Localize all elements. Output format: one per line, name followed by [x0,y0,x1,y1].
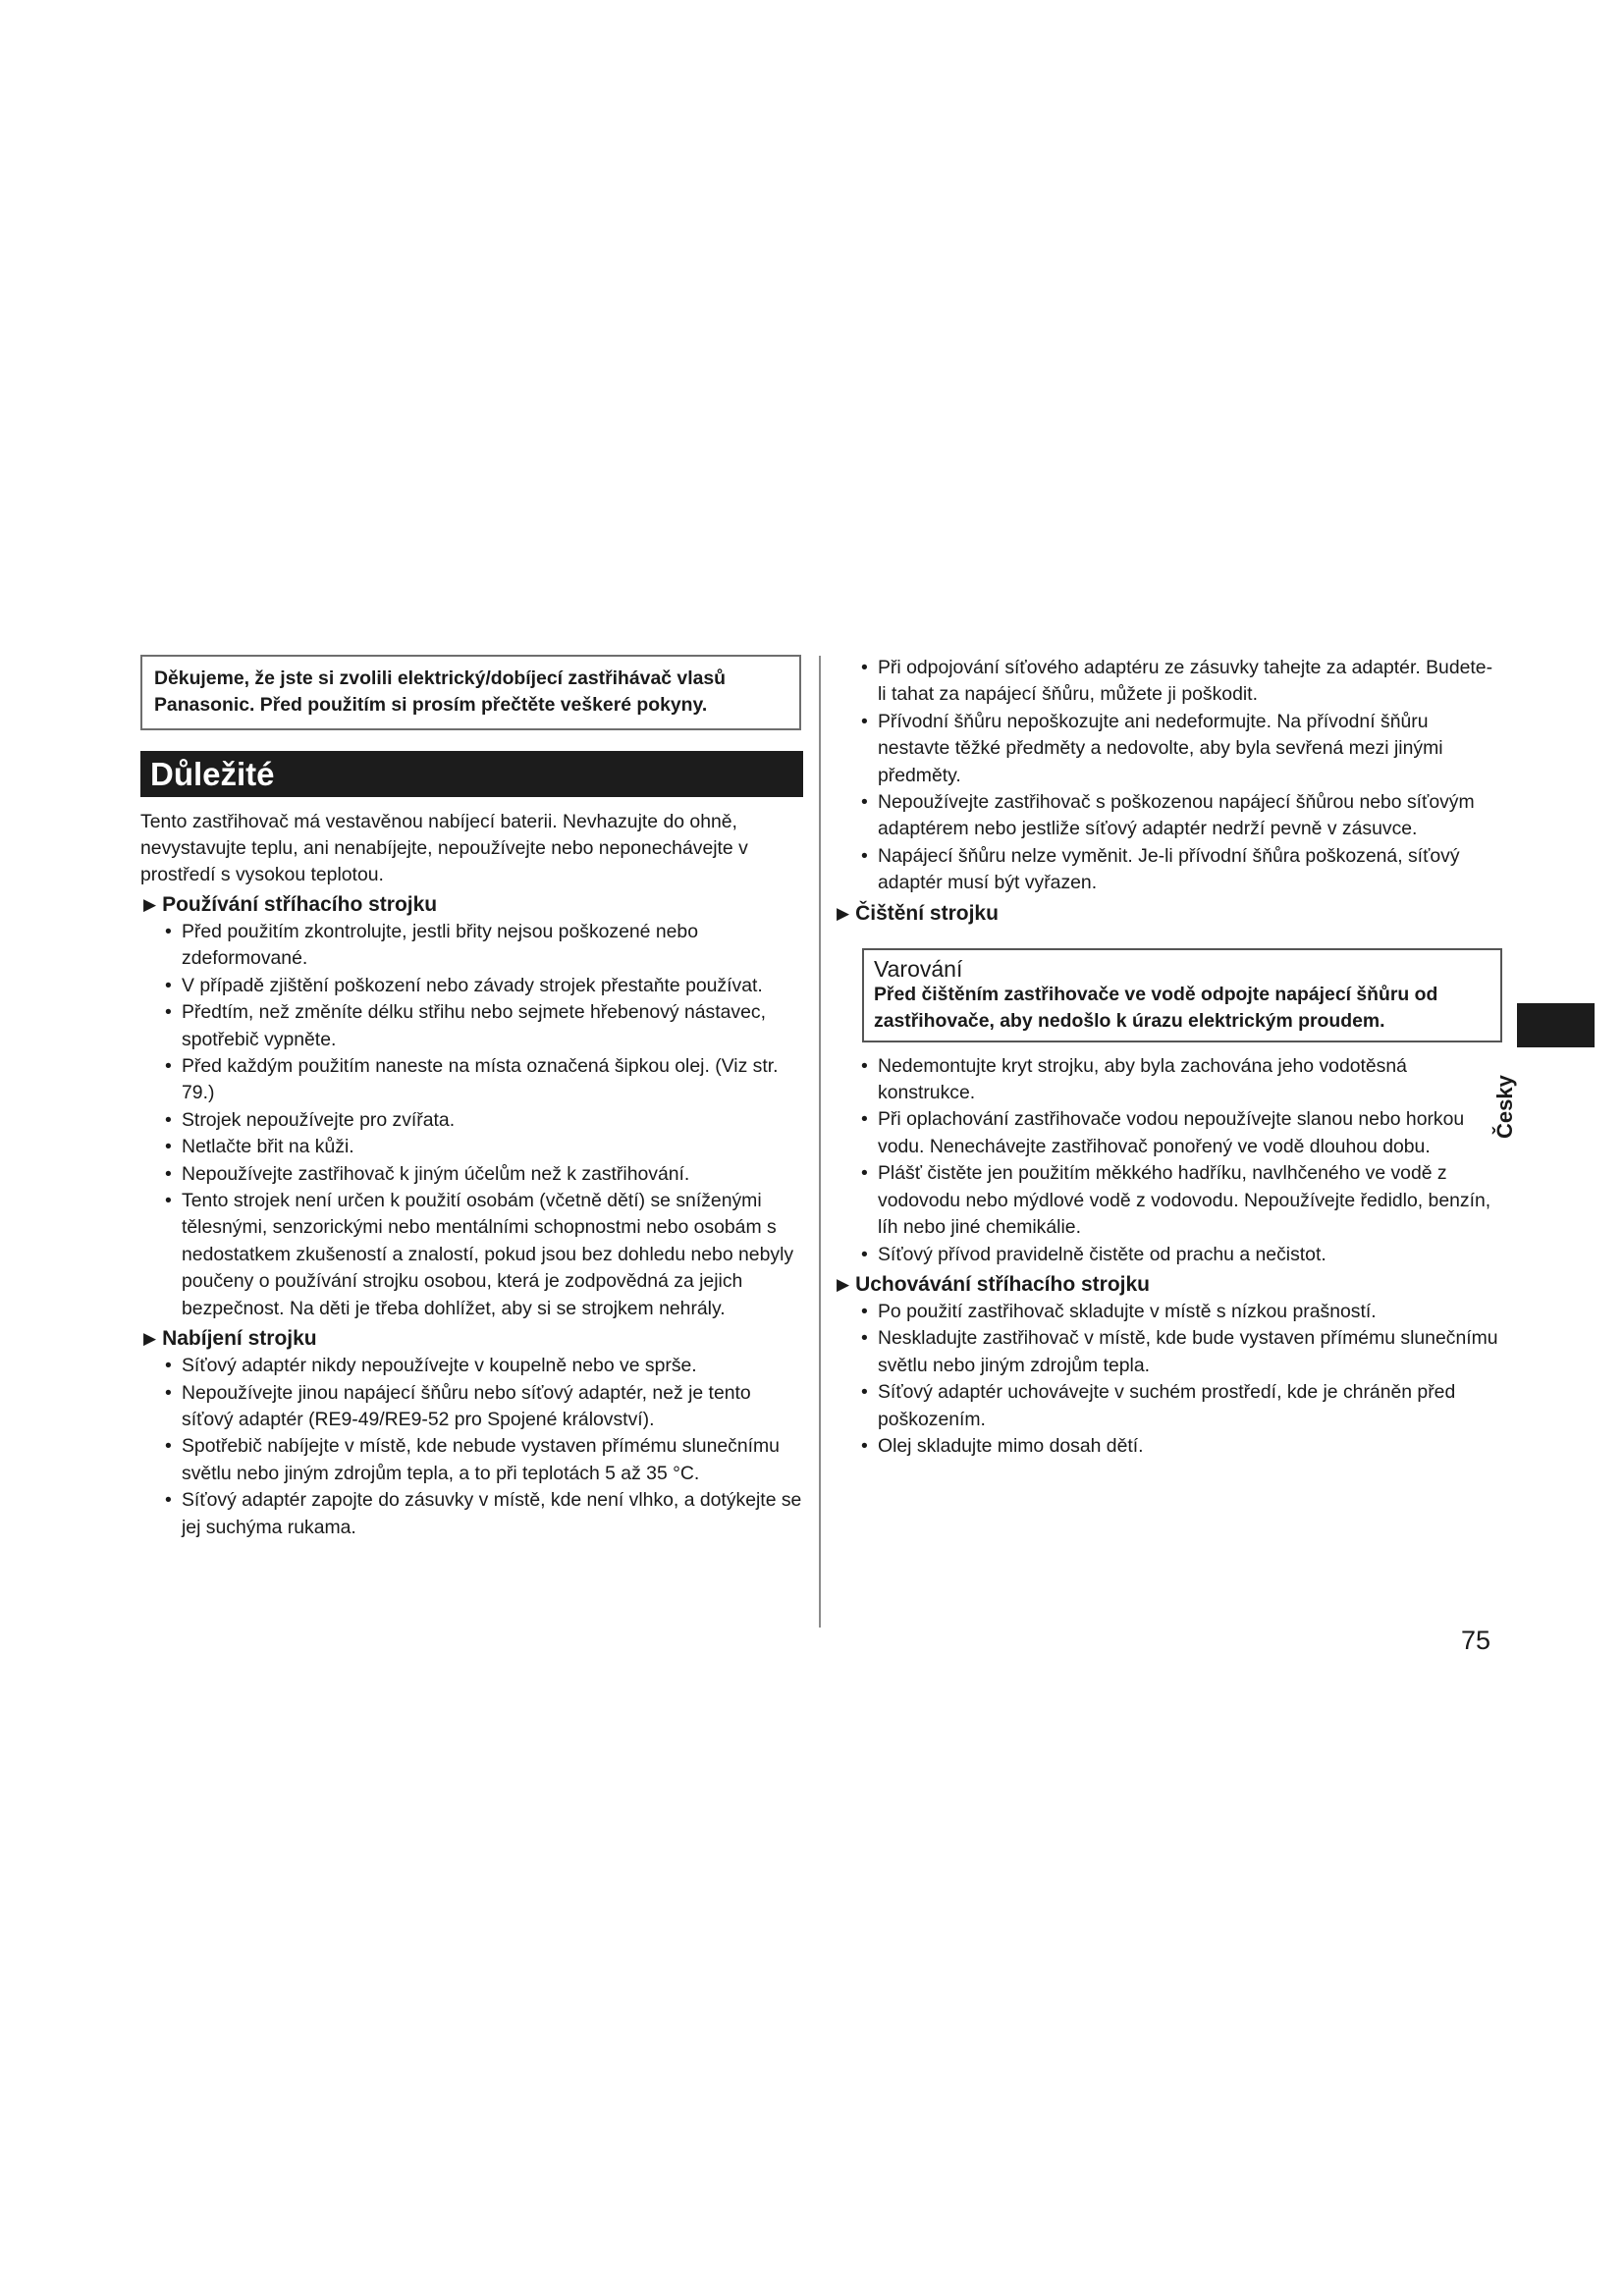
section-title [140,1324,803,1353]
list-item: • Při odpojování síťového adaptéru ze zásuvky tahejte za adaptér. Budete-li tahat za napájecí šňůru, můžete ji poškodit. [878,655,1500,709]
left-column [140,655,803,1541]
bullet-list [837,1053,1500,1268]
list-item: • Předtím, než změníte délku střihu nebo sejmete hřebenový nástavec, spotřebič vypněte. [182,999,803,1053]
list-item: • Plášť čistěte jen použitím měkkého hadříku, navlhčeného ve vodě z vodovodu nebo mýdlové vodě z vodovodu. Nepoužívejte ředidlo, benzín, líh nebo jiné chemikálie. [878,1160,1500,1241]
section-title-text: Používání stříhacího strojku [162,893,438,916]
language-label: Česky [1492,1075,1517,1139]
intro-line-1: Děkujeme, že jste si zvolili elektrický/dobíjecí zastřihávač vlasů [154,667,727,689]
section-charging [140,1324,803,1541]
intro-notice-box [140,655,801,730]
section-title [140,890,803,919]
section-title-text: Nabíjení strojku [162,1327,317,1351]
warning-text: Před čištěním zastřihovače ve vodě odpojte napájecí šňůru od zastřihovače, aby nedošlo k úrazu elektrickým proudem. [874,983,1438,1032]
list-item: • Síťový přívod pravidelně čistěte od prachu a nečistot. [878,1242,1500,1268]
list-item: • Strojek nepoužívejte pro zvířata. [182,1107,803,1134]
section-using-clipper [140,890,803,1322]
list-item: • Nepoužívejte zastřihovač s poškozenou napájecí šňůrou nebo síťovým adaptérem nebo jestliže síťový adaptér nedrží pevně v zásuvce. [878,789,1500,843]
page-number: 75 [1461,1626,1491,1655]
list-item: • Nepoužívejte zastřihovač k jiným účelům než k zastřihování. [182,1161,803,1188]
list-item: • Síťový adaptér nikdy nepoužívejte v koupelně nebo ve sprše. [182,1353,803,1379]
list-item: • Neskladujte zastřihovač v místě, kde bude vystaven přímému slunečnímu světlu nebo jiným zdrojům tepla. [878,1325,1500,1379]
bullet-list [837,1299,1500,1460]
section-storage [837,1270,1500,1460]
warning-title: Varování [874,955,963,982]
list-item: • Před každým použitím naneste na místa označená šipkou olej. (Viz str. 79.) [182,1053,803,1107]
list-item: • Olej skladujte mimo dosah dětí. [878,1433,1500,1460]
intro-line-2: Panasonic. Před použitím si prosím přečtěte veškeré pokyny. [154,694,708,716]
language-tab-marker [1517,1003,1595,1047]
list-item: • Netlačte břit na kůži. [182,1134,803,1160]
list-item: • Přívodní šňůru nepoškozujte ani nedeformujte. Na přívodní šňůru nestavte těžké předměty a nedovolte, aby byla sevřená mezi jinými předměty. [878,709,1500,789]
section-cleaning [837,899,1500,1268]
arrow-right-icon: ▶ [837,903,850,923]
arrow-right-icon: ▶ [837,1274,850,1294]
list-item: • Síťový adaptér uchovávejte v suchém prostředí, kde je chráněn před poškozením. [878,1379,1500,1433]
right-column [837,655,1500,1460]
list-item: • Síťový adaptér zapojte do zásuvky v místě, kde není vlhko, a dotýkejte se jej suchýma rukama. [182,1487,803,1541]
section-title [837,1270,1500,1299]
important-heading: Důležité [140,751,803,797]
list-item: • Napájecí šňůru nelze vyměnit. Je-li přívodní šňůra poškozená, síťový adaptér musí být vyřazen. [878,843,1500,897]
section-title-text: Uchovávání stříhacího strojku [855,1272,1150,1296]
arrow-right-icon: ▶ [143,895,157,914]
cord-safety-list [837,655,1500,897]
bullet-list [140,1353,803,1541]
list-item: • Nedemontujte kryt strojku, aby byla zachována jeho vodotěsná konstrukce. [878,1053,1500,1107]
list-item: • Spotřebič nabíjejte v místě, kde nebude vystaven přímému slunečnímu světlu nebo jiným zdrojům tepla, a to při teplotách 5 až 35 °C. [182,1433,803,1487]
arrow-right-icon: ▶ [143,1329,157,1349]
list-item: • Při oplachování zastřihovače vodou nepoužívejte slanou nebo horkou vodu. Nenechávejte zastřihovač ponořený ve vodě dlouhou dobu. [878,1106,1500,1160]
section-title-text: Čištění strojku [855,901,999,925]
bullet-list [140,919,803,1322]
warning-box [862,948,1502,1042]
list-item: • V případě zjištění poškození nebo závady strojek přestaňte používat. [182,973,803,999]
list-item: • Po použití zastřihovač skladujte v místě s nízkou prašností. [878,1299,1500,1325]
list-item: • Před použitím zkontrolujte, jestli břity nejsou poškozené nebo zdeformované. [182,919,803,973]
column-divider [819,656,821,1628]
battery-warning-paragraph: Tento zastřihovač má vestavěnou nabíjecí baterii. Nevhazujte do ohně, nevystavujte teplu, ani nenabíjejte, nepoužívejte nebo neponechávejte v prostředí s vysokou teplotou. [140,811,748,885]
section-title [837,899,1500,928]
list-item: • Tento strojek není určen k použití osobám (včetně dětí) se sníženými tělesnými, senzorickými nebo mentálními schopnostmi nebo osobám s nedostatkem zkušeností a znalostí, pokud jsou bez dohledu nebo nebyly poučeny o používání strojku osobou, která je zodpovědná za jejich bezpečnost. Na děti je třeba dohlížet, aby si se strojkem nehrály. [182,1188,803,1322]
list-item: • Nepoužívejte jinou napájecí šňůru nebo síťový adaptér, než je tento síťový adaptér (RE9-49/RE9-52 pro Spojené království). [182,1380,803,1434]
